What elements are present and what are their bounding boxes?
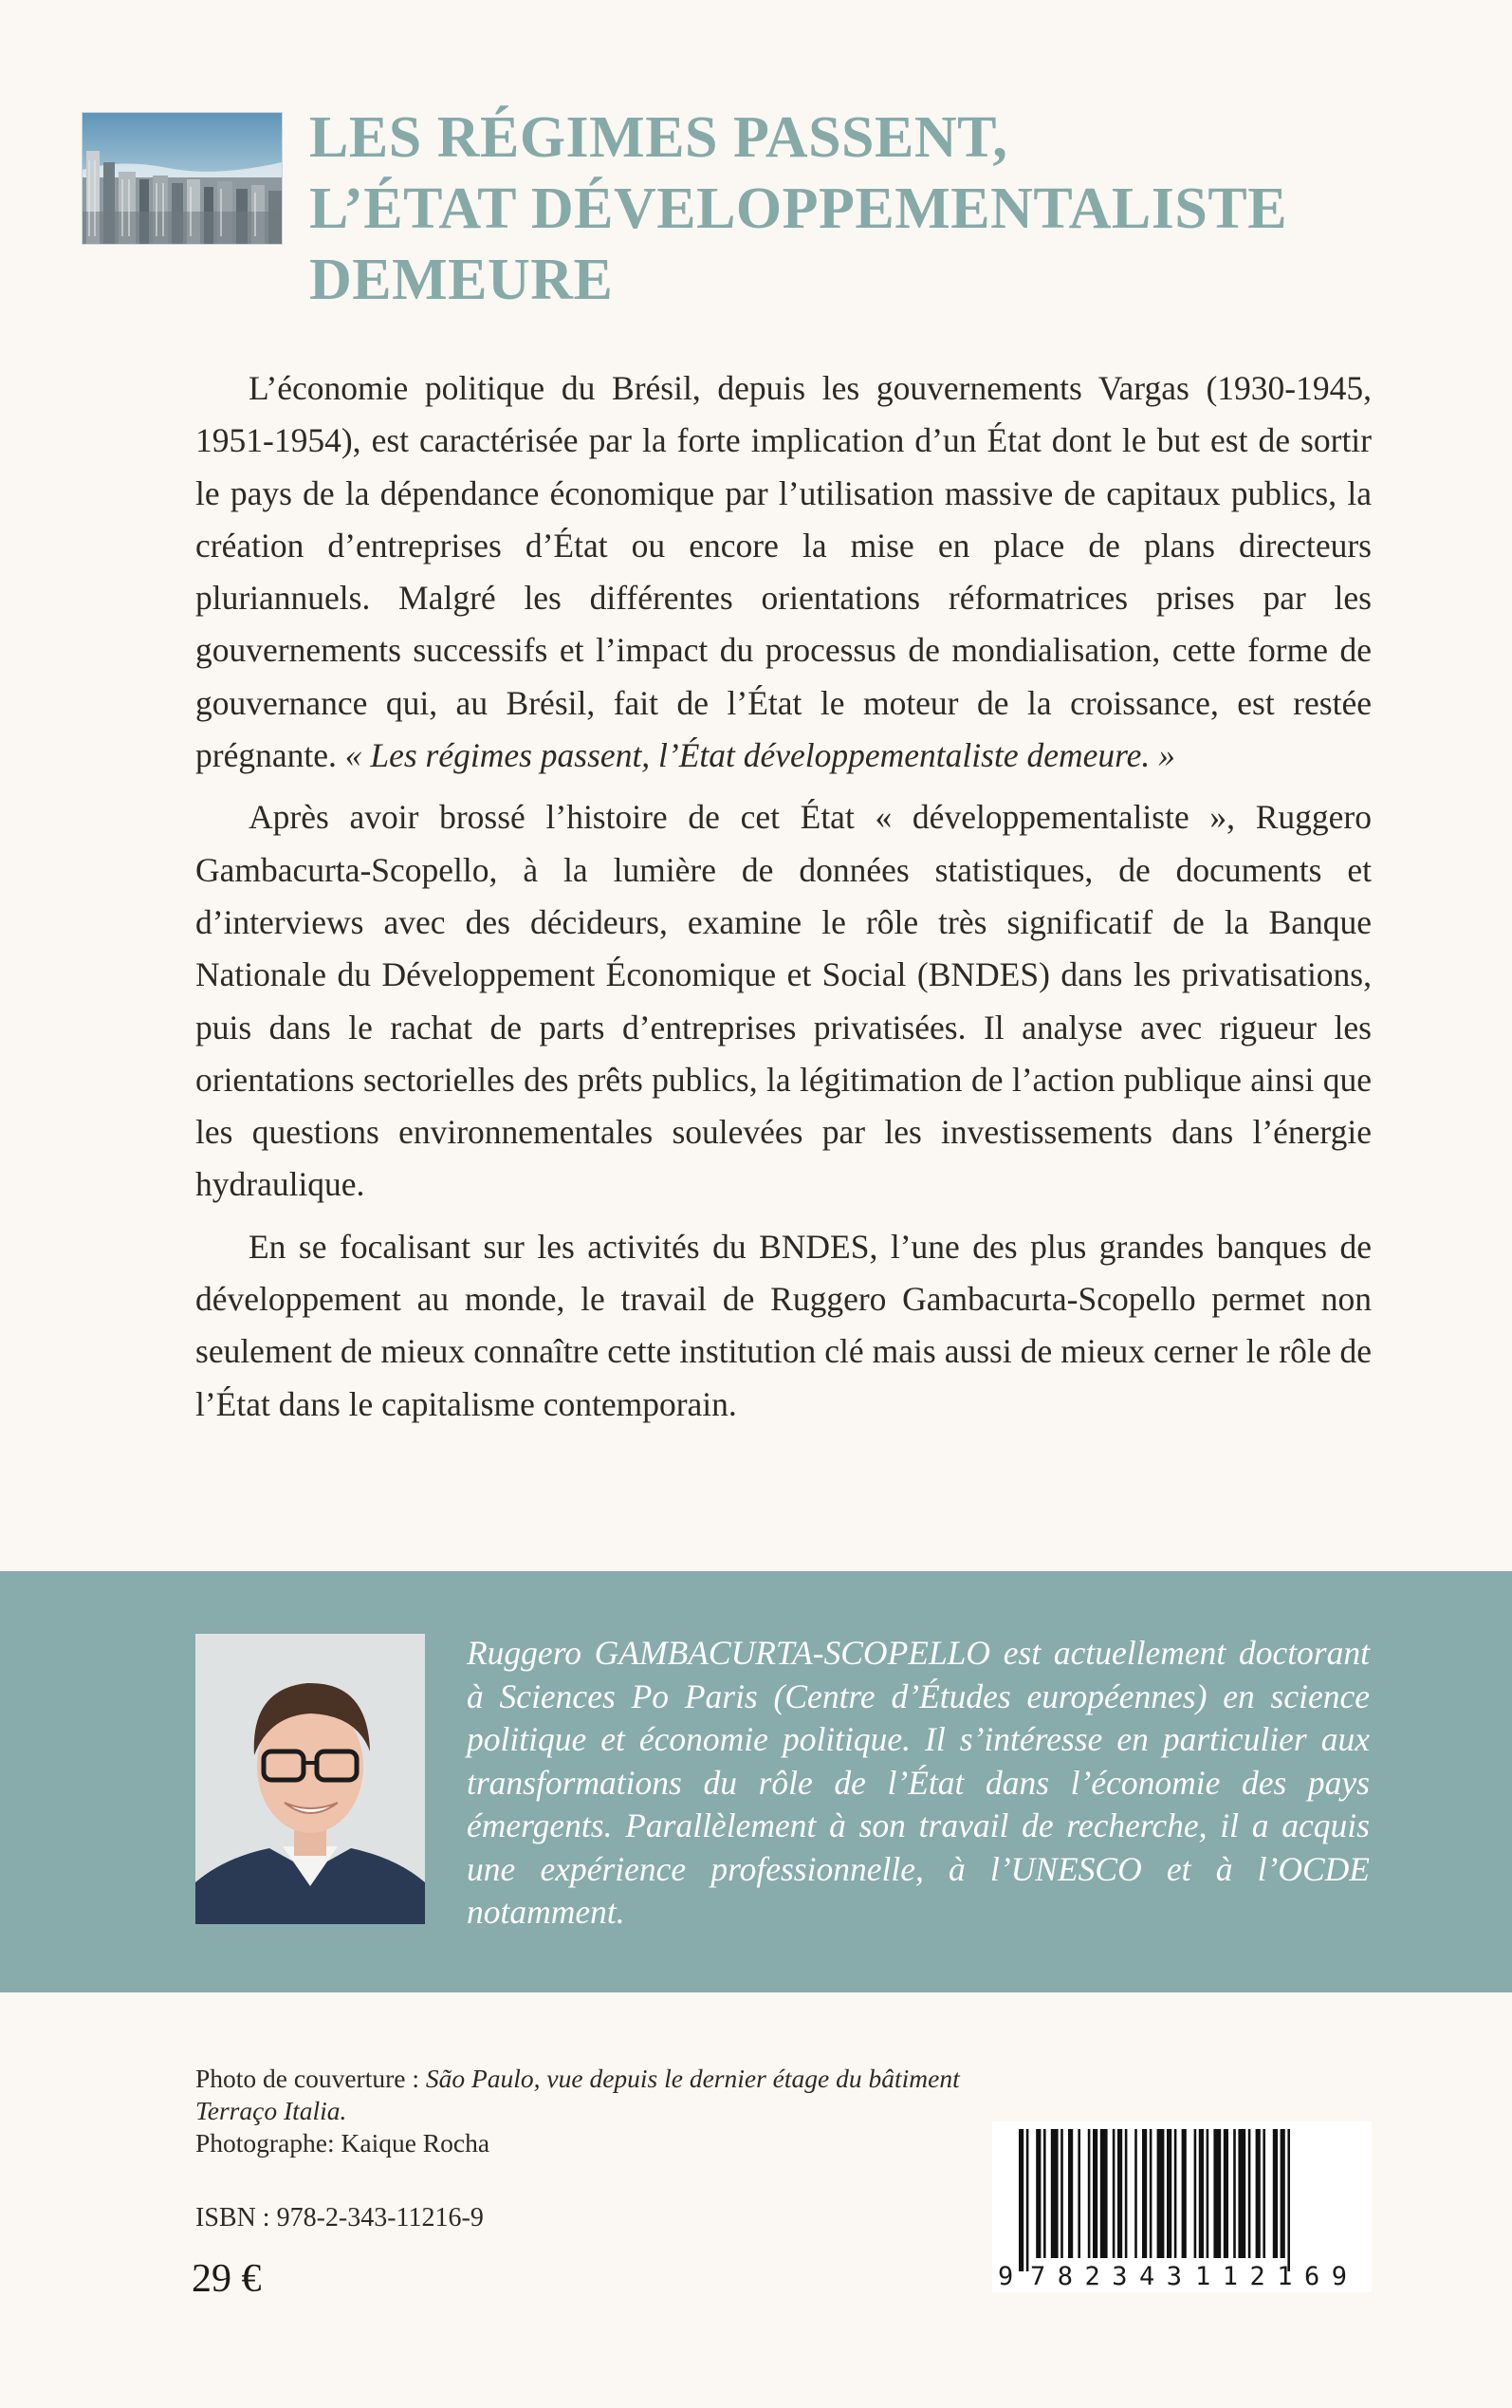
barcode-bar (1256, 2129, 1261, 2258)
barcode-bar (1078, 2129, 1080, 2258)
cover-photo-thumbnail (82, 112, 283, 245)
barcode-bar (1113, 2129, 1116, 2258)
barcode-bar (1157, 2129, 1165, 2258)
barcode-bar (1100, 2129, 1108, 2258)
photo-caption: São Paulo, vue depuis le dernier étage du bâtiment Terraço Italia. (195, 2064, 960, 2125)
barcode-bar (1194, 2129, 1197, 2258)
barcode-bar (1088, 2129, 1091, 2258)
barcode-bar (1134, 2129, 1137, 2258)
barcode-bar (1287, 2129, 1290, 2271)
photo-credit-label: Photo de couverture : (195, 2064, 426, 2093)
barcode-bar (1167, 2129, 1171, 2258)
title-line-1: LES RÉGIMES PASSENT, (309, 105, 1008, 170)
barcode-bar (1036, 2129, 1041, 2258)
barcode-bar (1043, 2129, 1046, 2258)
barcode-bar (1182, 2129, 1187, 2258)
barcode-digits-right: 112169 (1195, 2262, 1347, 2291)
book-title (309, 102, 1429, 316)
blurb-paragraph-3: En se focalisant sur les activités du BNDES, l’une des plus grandes banques de développement au monde, le travail de Ruggero Gambacurta-Scopello permet non seulement de mieux connaître cette institution clé mais aussi de mieux cerner le rôle de l’État dans le capitalisme contemporain. (195, 1227, 1372, 1423)
blurb-quote: « Les régimes passent, l’État développementaliste demeure. » (344, 736, 1175, 775)
photographer-credit: Photographe: Kaique Rocha (195, 2128, 490, 2158)
barcode-bar (1281, 2129, 1285, 2258)
barcode-bar (1125, 2129, 1128, 2258)
barcode-bar (1174, 2129, 1177, 2258)
barcode-bar (1142, 2129, 1147, 2258)
barcode-bar (1224, 2129, 1228, 2258)
author-bio: Ruggero GAMBACURTA-SCOPELLO est actuellement doctorant à Sciences Po Paris (Centre d’Études européennes) en science politique et économie politique. Il s’intéresse en particulier aux transformations du rôle de l’État dans l’économie des pays émergents. Parallèlement à son travail de recherche, il a acquis une expérience professionnelle, à l’UNESCO et à l’OCDE notamment. (467, 1634, 1370, 1931)
author-portrait-image (195, 1634, 425, 1924)
author-portrait (195, 1634, 425, 1924)
barcode-digit-prefix: 9 (998, 2262, 1014, 2291)
photo-credit-line (195, 2063, 973, 2127)
barcode-graphic (992, 2121, 1372, 2292)
isbn-barcode (992, 2121, 1372, 2292)
barcode-bar (1026, 2129, 1029, 2271)
barcode-bar (1150, 2129, 1152, 2258)
title-line-3: DEMEURE (309, 248, 614, 312)
barcode-bar (1207, 2129, 1209, 2258)
barcode-bar (1199, 2129, 1204, 2258)
barcode-bar (1238, 2129, 1245, 2258)
blurb-paragraph-1-text: L’économie politique du Brésil, depuis les gouvernements Vargas (1930-1945, 1951-1954), est caractérisée par la forte implication d’un État dont le but est de sortir le pays de la dépendance économique par l’utilisation massive de capitaux publics, la création d’entreprises d’État ou encore la mise en place de plans directeurs pluriannuels. Malgré les différentes orientations réformatrices prises par les gouvernements successifs et l’impact du processus de mondialisation, cette forme de gouvernance qui, au Brésil, fait de l’État le moteur de la croissance, est restée prégnante. (195, 369, 1372, 775)
barcode-bar (1068, 2129, 1073, 2258)
barcode-bar (1019, 2129, 1023, 2271)
barcode-bar (1213, 2129, 1221, 2258)
book-blurb (195, 362, 1372, 1440)
barcode-bar (1051, 2129, 1059, 2258)
isbn-number: ISBN : 978-2-343-11216-9 (195, 2203, 484, 2232)
barcode-bar (1273, 2129, 1278, 2258)
blurb-paragraph-2: Après avoir brossé l’histoire de cet État « développementaliste », Ruggero Gambacurta-Scopello, à la lumière de données statistiques, de documents et d’interviews avec des décideurs, examine le rôle très significatif de la Banque Nationale du Développement Économique et Social (BNDES) dans les privatisations, puis dans le rachat de parts d’entreprises privatisées. Il analyse avec rigueur les orientations sectorielles des prêts publics, la légitimation de l’action publique ainsi que les questions environnementales soulevées par les investissements dans l’énergie hydraulique. (195, 798, 1372, 1204)
title-line-2: L’ÉTAT DÉVELOPPEMENTALISTE (309, 176, 1288, 241)
blurb-paragraph-1 (195, 362, 1372, 782)
barcode-digits-left: 782343 (1030, 2262, 1182, 2291)
city-skyline-image (83, 113, 282, 244)
price: 29 € (192, 2257, 262, 2301)
barcode-bar (1093, 2129, 1097, 2258)
barcode-bar (1233, 2129, 1236, 2258)
barcode-bar (1263, 2129, 1265, 2258)
barcode-bar (1117, 2129, 1122, 2258)
photo-credit (195, 2063, 973, 2159)
barcode-bar (1248, 2129, 1251, 2258)
barcode-bar (1060, 2129, 1063, 2258)
